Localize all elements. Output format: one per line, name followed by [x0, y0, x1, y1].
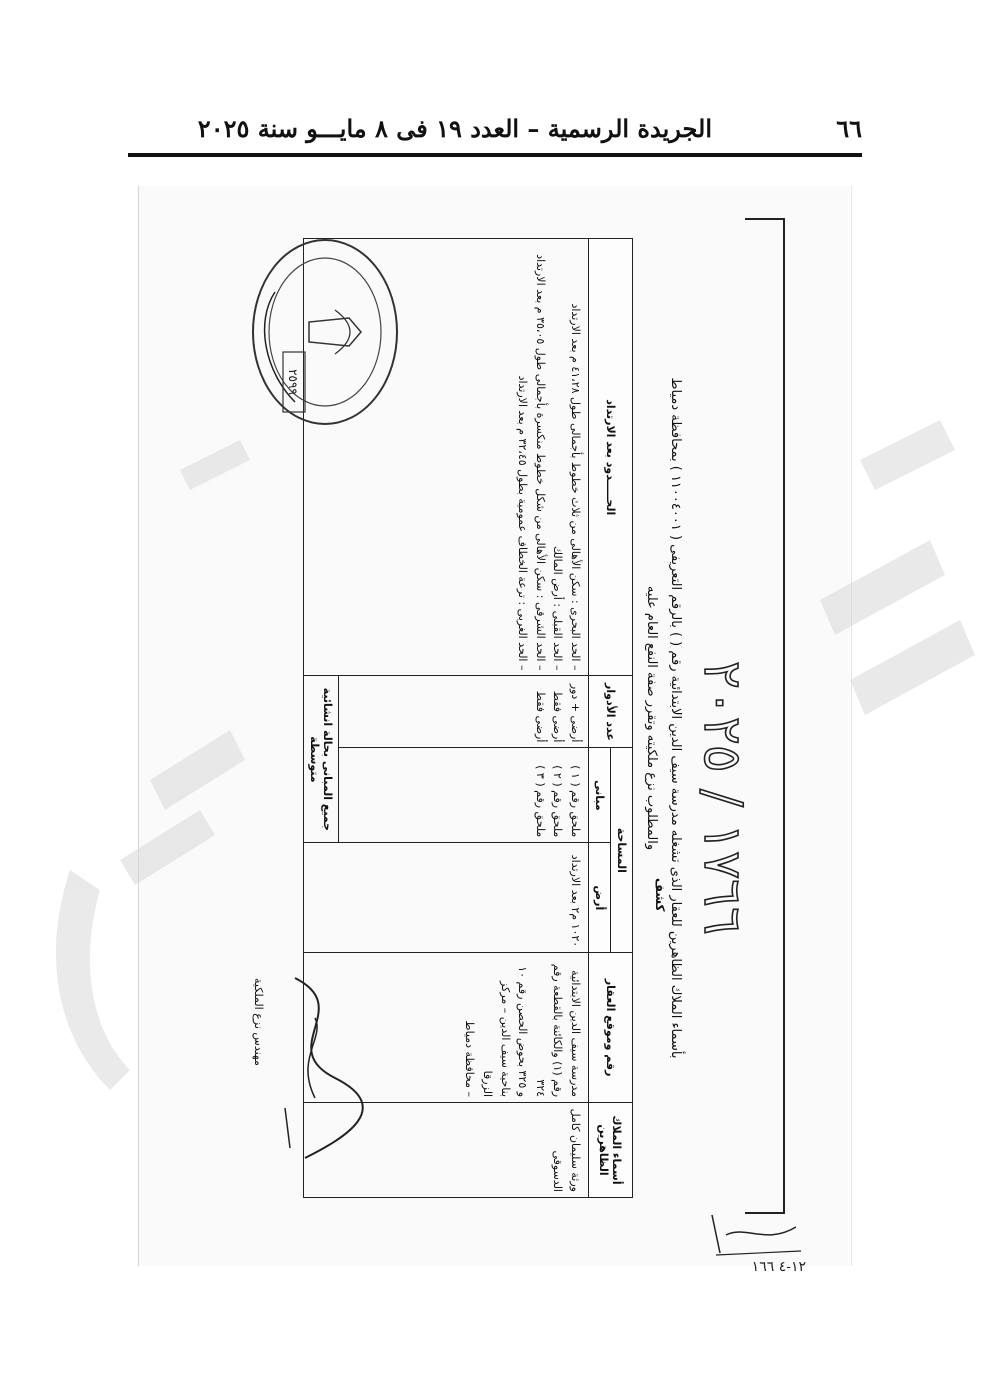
cell-boundaries: – الحد البحرى : سكن الأهالى من ثلاث خطوط بأجمالى طول ٤١،٢٨ م بعد الارتداد – الحد القبلى : أرض المالك – الحد الشرقى : سكن الأهالى من شكل خطوط منكسرة بأجمالى طول ٣٥،٠٥ م بعد الارتداد – الحد الغربى : ترعة الخطاف عمومية بطول ٣٢،٤٥ م بعد الارتداد [304, 239, 589, 676]
bottom-handwriting-text: ١٢-٤ ١٦٦ [751, 1259, 806, 1275]
engineer-signature [265, 958, 385, 1178]
document-subheading: والمطلوب نزع ملكيته وتقرر صفة النفع العام عليه [644, 585, 659, 851]
bottom-handwriting [706, 1205, 816, 1275]
handwritten-number-text: ١٧٦٦ / ٢٠٢٥ [692, 660, 752, 936]
col-header-owners: أسماء الملاك الظاهرين [589, 1103, 633, 1198]
official-stamp [245, 232, 405, 432]
signature-title: مهندس نزع الملكية [252, 978, 265, 1066]
handwritten-number [681, 618, 767, 978]
col-header-buildings: مبانى [589, 748, 611, 843]
cell-owners: ورثة سليمان كامل الدسوقى [304, 1103, 589, 1198]
col-header-boundaries: الحـــــدود بعد الارتداد [589, 239, 633, 676]
table-header-row [611, 239, 633, 1198]
gazette-title: الجريدة الرسمية – العدد ١٩ فى ٨ مايـــو سنة ٢٠٢٥ [197, 114, 712, 143]
building-condition: جميع المبانى بحالة انشائية متوسطة [304, 676, 339, 843]
rotated-document [185, 218, 785, 1218]
cell-floors: أرضى + دور أرضى فقط أرضى فقط [339, 676, 589, 748]
stamp-number: ٢٥٩٩ [286, 369, 300, 395]
bracket-line [783, 218, 785, 1214]
bracket-line [745, 218, 785, 220]
document-heading: بأسماء الملاك الظاهرين للعقار الذى تشغله مدرسة سيف الدين الابتدائية رقم ( ) بالرقم التعريفى ( ١١٠٠٤٠٠١ ) بمحافظة دمياط [668, 377, 683, 1059]
cell-property: مدرسة سيف الدين الابتدائية رقم (١) والكائنة بالقطعة رقم ٣٢٤ و ٣٢٥ بحوض الحصن رقم ١٠ بناحية سيف الدين – مركز الزرقا – محافظة دمياط [304, 953, 589, 1103]
sheet-label: كشف [653, 878, 667, 912]
header-rule [128, 153, 862, 157]
col-header-floors: عدد الأدوار [589, 676, 633, 748]
col-header-property: رقم وموقع العقار [589, 953, 633, 1103]
cell-buildings: ملحق رقم ( ١ ) ملحق رقم ( ٢ ) ملحق رقم ( ٣ ) [339, 748, 589, 843]
col-header-land: أرض [589, 843, 611, 953]
page-header [128, 112, 862, 150]
cell-land-area: ١٠٢٠ م٢ بعد الارتداد [304, 843, 589, 953]
rotated-document-area [185, 218, 785, 1218]
col-header-area: المساحة [611, 748, 633, 953]
page-number: ٦٦ [836, 114, 862, 143]
